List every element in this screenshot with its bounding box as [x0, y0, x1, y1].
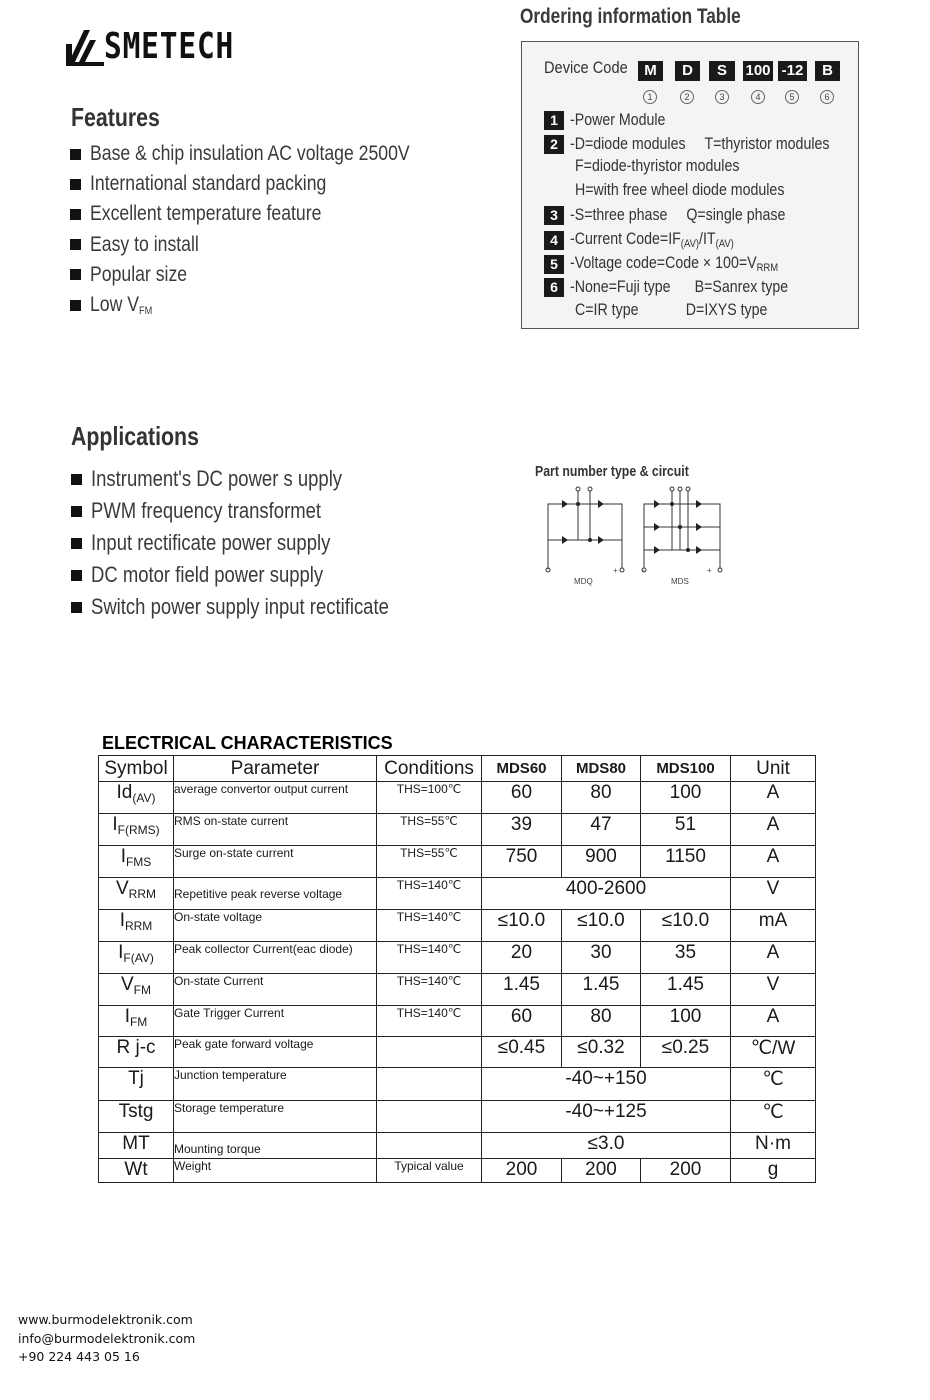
- list-item: Low $V_{FM}$: [70, 290, 471, 320]
- parameter-cell: Gate Trigger Current: [174, 1006, 377, 1037]
- bullet-square-icon: [70, 179, 81, 190]
- code-index: 1: [643, 90, 657, 104]
- column-header-parameter: Parameter: [174, 756, 377, 782]
- option-badge: 2: [544, 135, 564, 154]
- list-item: Popular size: [70, 260, 471, 290]
- table-row: [99, 782, 816, 814]
- table-header-row: [99, 756, 816, 782]
- parameter-cell: Peak collector Current(eac diode): [174, 942, 377, 974]
- symbol-cell: Tstg: [99, 1101, 174, 1133]
- table-row: [99, 974, 816, 1006]
- option-badge: 5: [544, 255, 564, 274]
- contact-footer: [18, 1311, 195, 1367]
- value-cell: 60: [482, 782, 562, 814]
- unit-cell: V: [731, 974, 816, 1006]
- code-index: 2: [680, 90, 694, 104]
- unit-cell: A: [731, 814, 816, 846]
- option-row: 6 -None=Fuji type B=Sanrex type: [544, 278, 824, 297]
- symbol-cell: MT: [99, 1133, 174, 1159]
- bullet-square-icon: [70, 269, 81, 280]
- option-row: 4 -Current $Code=IF_{(AV)}/IT_{(AV)}$: [544, 230, 760, 250]
- option-line: H=with free wheel diode modules: [575, 181, 785, 199]
- symbol-cell: $I_{FM}$: [99, 1006, 174, 1037]
- ordering-heading: Ordering information Table: [520, 5, 741, 28]
- website-text: www.burmodelektronik.com: [18, 1312, 193, 1327]
- value-cell: 80: [562, 782, 641, 814]
- code-box: 100: [743, 61, 773, 81]
- electrical-characteristics-title: ELECTRICAL CHARACTERISTICS: [102, 733, 393, 753]
- value-cell: 100: [641, 782, 731, 814]
- value-cell: ≤10.0: [562, 910, 641, 942]
- circuit-heading: Part number type & circuit: [535, 463, 689, 480]
- device-code-label: Device Code: [544, 58, 628, 77]
- conditions-cell: Typical value: [377, 1159, 482, 1183]
- value-cell: 200: [562, 1159, 641, 1183]
- table-row: [99, 1006, 816, 1037]
- column-header-unit: Unit: [731, 756, 816, 782]
- symbol-cell: Tj: [99, 1068, 174, 1101]
- symbol-cell: $V_{FM}$: [99, 974, 174, 1006]
- code-box: D: [675, 61, 700, 81]
- code-index: 6: [820, 90, 834, 104]
- code-box: S: [709, 61, 735, 81]
- table-row: [99, 878, 816, 910]
- plus-label: +: [613, 566, 618, 575]
- phone-text: +90 224 443 05 16: [18, 1349, 140, 1364]
- unit-cell: V: [731, 878, 816, 910]
- value-cell: ≤3.0: [482, 1133, 731, 1159]
- column-header-conditions: Conditions: [377, 756, 482, 782]
- conditions-cell: [377, 1037, 482, 1068]
- conditions-cell: THS=55℃: [377, 846, 482, 878]
- table-row: [99, 1037, 816, 1068]
- email-text: info@burmodelektronik.com: [18, 1330, 196, 1346]
- conditions-cell: THS=140℃: [377, 942, 482, 974]
- option-row: 1 -Power Module: [544, 111, 681, 130]
- symbol-cell: $Id_{(AV)}$: [99, 782, 174, 814]
- conditions-cell: THS=140℃: [377, 1006, 482, 1037]
- list-item: Easy to install: [70, 230, 471, 260]
- table-row: [99, 910, 816, 942]
- option-badge: 6: [544, 278, 564, 297]
- conditions-cell: THS=140℃: [377, 910, 482, 942]
- conditions-cell: [377, 1068, 482, 1101]
- value-cell: ≤0.25: [641, 1037, 731, 1068]
- unit-cell: ℃: [731, 1101, 816, 1133]
- option-row: 5 -Voltage code=Code × $100=V_{RRM}$: [544, 254, 812, 274]
- parameter-cell: Peak gate forward voltage: [174, 1037, 377, 1068]
- list-item: DC motor field power supply: [71, 559, 446, 591]
- code-box: -12: [778, 61, 807, 81]
- parameter-cell: Mounting torque: [174, 1133, 377, 1159]
- parameter-cell: Junction temperature: [174, 1068, 377, 1101]
- table-row: [99, 1159, 816, 1183]
- symbol-cell: R j-c: [99, 1037, 174, 1068]
- value-cell: ≤0.45: [482, 1037, 562, 1068]
- unit-cell: A: [731, 942, 816, 974]
- conditions-cell: THS=100℃: [377, 782, 482, 814]
- circuit-diagram: [538, 482, 728, 587]
- bullet-square-icon: [70, 209, 81, 220]
- value-cell: -40~+150: [482, 1068, 731, 1101]
- table-row: [99, 1068, 816, 1101]
- parameter-cell: On-state Current: [174, 974, 377, 1006]
- column-header-mds80: MDS80: [562, 756, 641, 782]
- logo-text: SMETECH: [104, 26, 235, 67]
- unit-cell: N·m: [731, 1133, 816, 1159]
- bullet-square-icon: [71, 538, 82, 549]
- option-badge: 4: [544, 231, 564, 250]
- minus-label: -: [546, 564, 549, 573]
- unit-cell: ℃: [731, 1068, 816, 1101]
- value-cell: ≤0.32: [562, 1037, 641, 1068]
- unit-cell: A: [731, 782, 816, 814]
- applications-heading: Applications: [71, 421, 199, 451]
- value-cell: 750: [482, 846, 562, 878]
- value-cell: 39: [482, 814, 562, 846]
- option-line: F=diode-thyristor modules: [575, 157, 740, 175]
- value-cell: 51: [641, 814, 731, 846]
- value-cell: 200: [482, 1159, 562, 1183]
- symbol-cell: $I_{F(RMS)}$: [99, 814, 174, 846]
- mdq-label: MDQ: [574, 577, 593, 586]
- plus-label: +: [707, 566, 712, 575]
- parameter-cell: Surge on-state current: [174, 846, 377, 878]
- column-header-mds60: MDS60: [482, 756, 562, 782]
- value-cell: 100: [641, 1006, 731, 1037]
- list-item: Excellent temperature feature: [70, 199, 471, 229]
- parameter-cell: Repetitive peak reverse voltage: [174, 878, 377, 910]
- list-item: Input rectificate power supply: [71, 527, 446, 559]
- bullet-square-icon: [71, 506, 82, 517]
- option-badge: 3: [544, 206, 564, 225]
- option-row: 3 -S=three phase Q=single phase: [544, 206, 820, 225]
- value-cell: 20: [482, 942, 562, 974]
- company-logo: [66, 26, 256, 68]
- table-row: [99, 942, 816, 974]
- value-cell: 1.45: [482, 974, 562, 1006]
- parameter-cell: RMS on-state current: [174, 814, 377, 846]
- value-cell: 35: [641, 942, 731, 974]
- table-row: [99, 1101, 816, 1133]
- value-cell: 30: [562, 942, 641, 974]
- unit-cell: A: [731, 1006, 816, 1037]
- electrical-characteristics-table: [98, 755, 816, 1183]
- code-index: 3: [715, 90, 729, 104]
- list-item: Base & chip insulation AC voltage 2500V: [70, 139, 471, 169]
- minus-label: -: [642, 566, 645, 575]
- logo-mark-icon: [66, 26, 106, 68]
- symbol-cell: $V_{RRM}$: [99, 878, 174, 910]
- option-row: 2 -D=diode modules T=thyristor modules: [544, 135, 872, 154]
- value-cell: 60: [482, 1006, 562, 1037]
- symbol-cell: $I_{FMS}$: [99, 846, 174, 878]
- value-cell: 1.45: [562, 974, 641, 1006]
- parameter-cell: Weight: [174, 1159, 377, 1183]
- unit-cell: ℃/W: [731, 1037, 816, 1068]
- conditions-cell: [377, 1133, 482, 1159]
- value-cell: 200: [641, 1159, 731, 1183]
- table-row: [99, 1133, 816, 1159]
- column-header-symbol: Symbol: [99, 756, 174, 782]
- unit-cell: A: [731, 846, 816, 878]
- table-row: [99, 846, 816, 878]
- code-index: 5: [785, 90, 799, 104]
- code-box: M: [638, 61, 663, 81]
- bullet-square-icon: [71, 474, 82, 485]
- symbol-cell: $I_{RRM}$: [99, 910, 174, 942]
- bullet-square-icon: [70, 149, 81, 160]
- code-index: 4: [751, 90, 765, 104]
- value-cell: ≤10.0: [641, 910, 731, 942]
- value-cell: ≤10.0: [482, 910, 562, 942]
- bullet-square-icon: [71, 602, 82, 613]
- conditions-cell: [377, 1101, 482, 1133]
- features-list: [70, 139, 471, 320]
- conditions-cell: THS=140℃: [377, 974, 482, 1006]
- list-item: Switch power supply input rectificate: [71, 591, 446, 623]
- parameter-cell: Storage temperature: [174, 1101, 377, 1133]
- value-cell: 400-2600: [482, 878, 731, 910]
- conditions-cell: THS=140℃: [377, 878, 482, 910]
- parameter-cell: On-state voltage: [174, 910, 377, 942]
- bullet-square-icon: [70, 239, 81, 250]
- symbol-cell: Wt: [99, 1159, 174, 1183]
- mds-label: MDS: [671, 577, 689, 586]
- features-heading: Features: [71, 102, 160, 132]
- value-cell: 1.45: [641, 974, 731, 1006]
- value-cell: 80: [562, 1006, 641, 1037]
- value-cell: 47: [562, 814, 641, 846]
- value-cell: -40~+125: [482, 1101, 731, 1133]
- circuit-schematic-icon: [538, 482, 728, 582]
- value-cell: 900: [562, 846, 641, 878]
- applications-list: [71, 463, 446, 623]
- list-item: PWM frequency transformet: [71, 495, 446, 527]
- parameter-cell: average convertor output current: [174, 782, 377, 814]
- symbol-cell: $I_{F(AV)}$: [99, 942, 174, 974]
- bullet-square-icon: [71, 570, 82, 581]
- option-line: C=IR type D=IXYS type: [575, 301, 768, 319]
- ordering-table: [521, 41, 859, 329]
- table-row: [99, 814, 816, 846]
- bullet-square-icon: [70, 300, 81, 311]
- unit-cell: mA: [731, 910, 816, 942]
- code-box: B: [815, 61, 840, 81]
- option-badge: 1: [544, 111, 564, 130]
- list-item: Instrument's DC power s upply: [71, 463, 446, 495]
- conditions-cell: THS=55℃: [377, 814, 482, 846]
- value-cell: 1150: [641, 846, 731, 878]
- unit-cell: g: [731, 1159, 816, 1183]
- list-item: International standard packing: [70, 169, 471, 199]
- column-header-mds100: MDS100: [641, 756, 731, 782]
